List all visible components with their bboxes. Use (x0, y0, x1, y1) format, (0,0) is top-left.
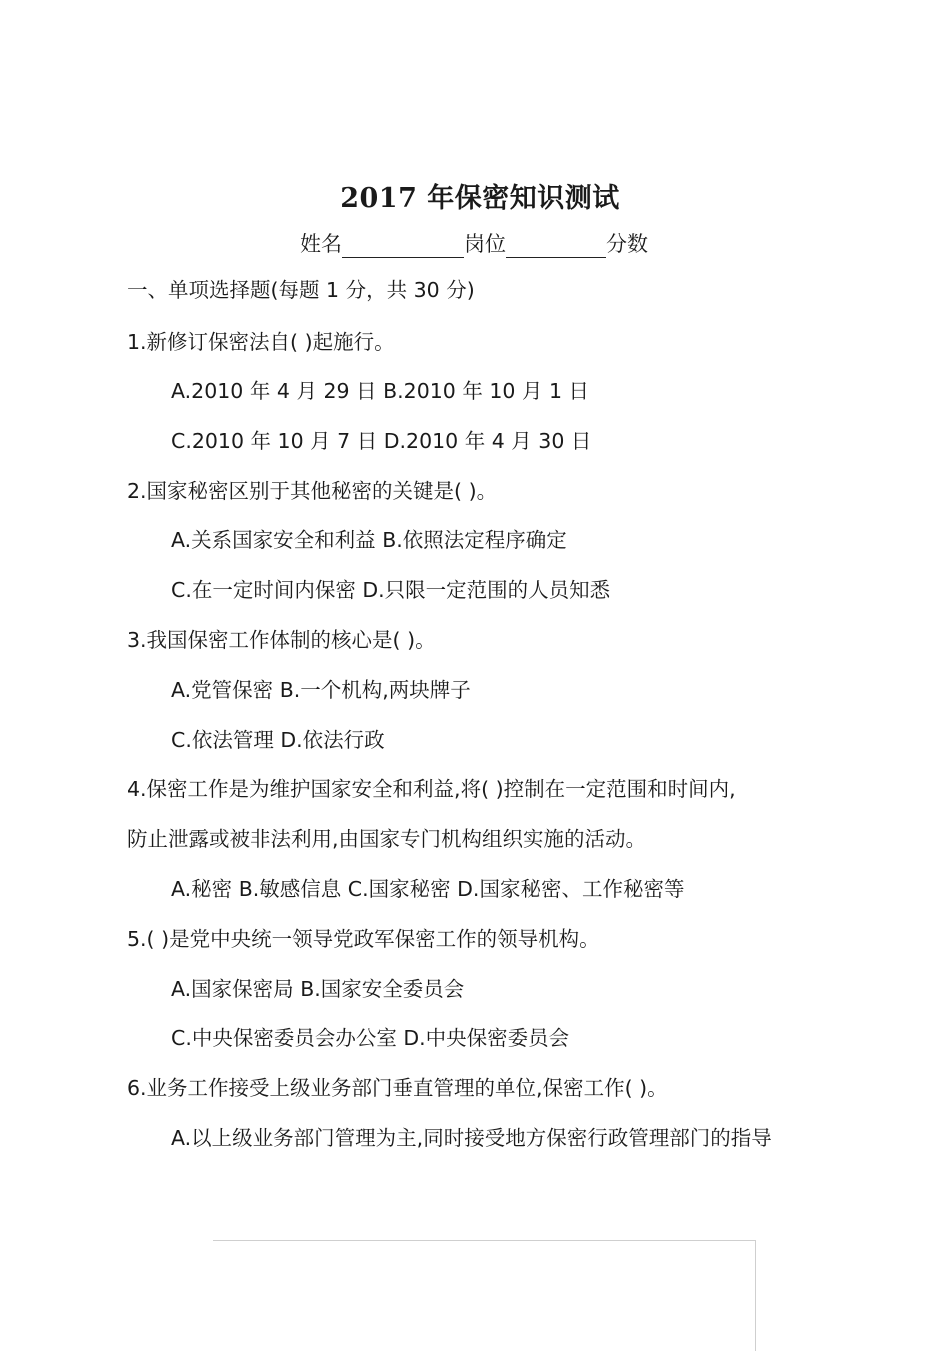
question-5-options-cd: C.中央保密委员会办公室 D.中央保密委员会 (171, 1026, 570, 1050)
question-2-options-ab: A.关系国家安全和利益 B.依照法定程序确定 (171, 528, 567, 552)
footer-frame (213, 1240, 756, 1351)
question-6: 6.业务工作接受上级业务部门垂直管理的单位,保密工作( )。 (127, 1076, 668, 1100)
question-3-options-cd: C.依法管理 D.依法行政 (171, 728, 385, 752)
info-line (300, 228, 648, 258)
question-5: 5.( )是党中央统一领导党政军保密工作的领导机构。 (127, 927, 600, 951)
question-5-options-ab: A.国家保密局 B.国家安全委员会 (171, 977, 465, 1001)
score-label: 分数 (606, 232, 648, 256)
question-4-continued: 防止泄露或被非法利用,由国家专门机构组织实施的活动。 (127, 827, 647, 851)
name-label: 姓名 (300, 232, 342, 256)
question-1-options-cd: C.2010 年 10 月 7 日 D.2010 年 4 月 30 日 (171, 429, 592, 453)
question-2: 2.国家秘密区别于其他秘密的关键是( )。 (127, 479, 498, 503)
section-heading: 一、单项选择题(每题 1 分，共 30 分) (127, 278, 475, 302)
question-1-options-ab: A.2010 年 4 月 29 日 B.2010 年 10 月 1 日 (171, 379, 590, 403)
post-label: 岗位 (464, 232, 506, 256)
question-1: 1.新修订保密法自( )起施行。 (127, 330, 395, 354)
post-blank (506, 233, 606, 258)
question-6-option-a: A.以上级业务部门管理为主,同时接受地方保密行政管理部门的指导 (171, 1126, 772, 1150)
question-4: 4.保密工作是为维护国家安全和利益,将( )控制在一定范围和时间内, (127, 777, 736, 801)
question-4-options: A.秘密 B.敏感信息 C.国家秘密 D.国家秘密、工作秘密等 (171, 877, 685, 901)
question-2-options-cd: C.在一定时间内保密 D.只限一定范围的人员知悉 (171, 578, 611, 602)
name-blank (342, 233, 464, 258)
question-3-options-ab: A.党管保密 B.一个机构,两块牌子 (171, 678, 471, 702)
question-3: 3.我国保密工作体制的核心是( )。 (127, 628, 436, 652)
page-title: 2017 年保密知识测试 (340, 183, 620, 214)
